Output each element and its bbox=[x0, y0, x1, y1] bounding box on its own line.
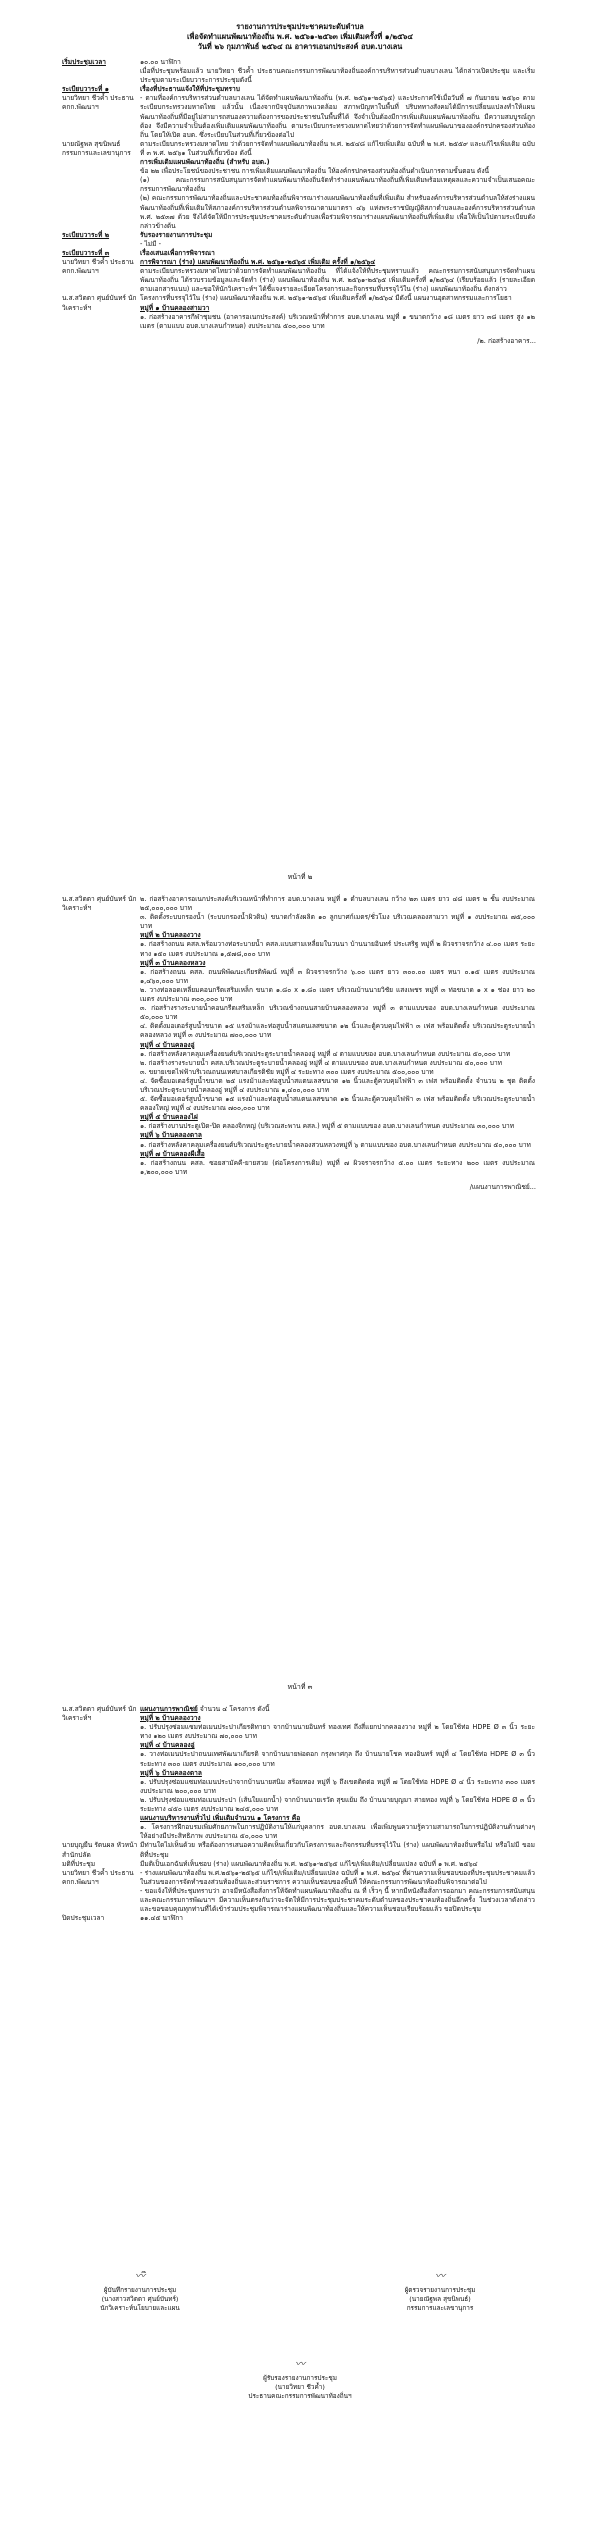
project-item: ๑. ก่อสร้างหลังคาคลุมเครื่องยนต์บริเวณประตูระบายน้ำคลองอู่ หมู่ที่ ๔ ตามแบบของ อบต.บางเลนกำหนด งบประมาณ ๕๐,๐๐๐ บาท bbox=[140, 1049, 511, 1058]
project-item: ๑. ก่อสร้างถนน คสล. ซอยสามัคคี-ยายสวย (ต่อโครงการเดิม) หมู่ที่ ๗ ผิวจราจรกว้าง ๕.๐๐ เมตร ระยะทาง ๒๐๐ เมตร งบประมาณ ๑,๒๐๐,๐๐๐ บาท bbox=[140, 1158, 535, 1176]
project-item: ๑. ก่อสร้างถนน คสล.พร้อมวางท่อระบายน้ำ คสล.แบบสามเหลี่ยมในวนนา บ้านนายอินทร์ ประเสริฐ หมู่ที่ ๒ ผิวจราจรกว้าง ๔.๐๐ เมตร ระยะทาง ๑๕๐ เมตร งบประมาณ ๑,๕๗๘,๐๐๐ บาท bbox=[140, 940, 535, 958]
sig-position: กรรมการและเลขานุการ bbox=[406, 2304, 474, 2312]
signature-mark: 〰 bbox=[295, 2359, 305, 2370]
question-text: มีท่านใดไม่เห็นด้วย หรือต้องการเสนอความคิดเห็นเกี่ยวกับโครงการและกิจกรรมที่บรรจุไว้ใน (ร่าง) แผนพัฒนาท้องถิ่นหรือไม่ หรือไม่มี ขอมติที่ประชุม bbox=[140, 1841, 535, 1859]
open-label: เริ่มประชุมเวลา bbox=[62, 58, 106, 66]
project-item: ๑. ปรับปรุงซ่อมแซมท่อเมนประปาเกียรติทายา จากบ้านนายอินทร์ ทองเทศ ถึงสี่แยกปากคลองวาง หมู่ที่ ๒ โดยใช้ท่อ HDPE Ø ๓ นิ้ว ระยะทาง ๑๒๐ เมตร งบประมาณ ๗๐,๐๐๐ บาท bbox=[140, 1723, 535, 1741]
agenda-2-row bbox=[0, 231, 600, 249]
header-title: รายงานการประชุมประชาคมระดับตำบล bbox=[236, 22, 364, 31]
sig-role: ผู้ตรวจรายงานการประชุม bbox=[404, 2286, 476, 2294]
page-number: หน้าที่ ๓ bbox=[287, 1683, 313, 1691]
resolution-row bbox=[0, 1860, 600, 1869]
close-label: ปิดประชุมเวลา bbox=[62, 1914, 105, 1923]
agenda-3-subtitle: การพิจารณา (ร่าง) แผนพัฒนาท้องถิ่น พ.ศ. ๒๕๖๑-๒๕๖๕ เพิ่มเติม ครั้งที่ ๑/๒๕๖๔ bbox=[140, 258, 376, 267]
add-item-1: (๑) คณะกรรมการสนับสนุนการจัดทำแผนพัฒนาท้องถิ่นจัดทำร่างแผนพัฒนาท้องถิ่นที่เพิ่มเติมพร้อมเหตุผลและความจำเป็นเสนอคณะกรรมการพัฒนาท้องถิ่น bbox=[140, 176, 535, 194]
analyst-text: โครงการที่บรรจุไว้ใน (ร่าง) แผนพัฒนาท้องถิ่น พ.ศ. ๒๕๖๑-๒๕๖๕ เพิ่มเติมครั้งที่ ๑/๒๕๖๔ มีดังนี้ แผนงานอุตสาหกรรมและการโยธา bbox=[140, 294, 512, 303]
village-heading: หมู่ที่ ๕ บ้านคลองไผ่ bbox=[140, 1113, 198, 1122]
village-heading: หมู่ที่ ๔ บ้านคลองอู่ bbox=[140, 1741, 195, 1750]
project-item: ๑. ก่อสร้างหลังคาคลุมเครื่องยนต์บริเวณประตูระบายน้ำคลองสวนหลวงหมู่ที่ ๖ ตามแบบของ อบต.บางเลนกำหนด งบประมาณ ๕๐,๐๐๐ บาท bbox=[140, 1140, 531, 1149]
agenda-1-row bbox=[0, 85, 600, 94]
secretary-row bbox=[0, 140, 600, 231]
page-1 bbox=[0, 0, 600, 820]
agenda-3-label: ระเบียบวาระที่ ๓ bbox=[62, 248, 110, 257]
agenda-3-body-row bbox=[0, 258, 600, 294]
add-title: การเพิ่มเติมแผนพัฒนาท้องถิ่น (สำหรับ อบต.) bbox=[140, 158, 270, 167]
continued-note: /แผนงานการพาณิชย์... bbox=[469, 1182, 536, 1191]
project-item: ๑. ก่อสร้างบานประตูเปิด-ปิด คลองจิกหญ่ (บริเวณสะพาน คสล.) หมู่ที่ ๕ ตามแบบของ อบต.บางเลนกำหนด งบประมาณ ๓๐,๐๐๐ บาท bbox=[140, 1122, 515, 1131]
chair-row bbox=[0, 94, 600, 139]
signature-recorder bbox=[55, 2272, 225, 2313]
question-row bbox=[0, 1841, 600, 1859]
agenda-3-speaker: นายวิทยา ชีวค้ำ ประธาน คกก.พัฒนาฯ bbox=[62, 258, 134, 276]
page-number: หน้าที่ ๒ bbox=[287, 873, 313, 881]
sig-position: ประธานคณะกรรมการพัฒนาท้องถิ่นฯ bbox=[248, 2392, 352, 2400]
project-item: ๔. ติดตั้งมอเตอร์สูบน้ำขนาด ๑๕ แรงม้าและท่อสูบน้ำสแตนเลสขนาด ๑๒ นิ้วและตู้ควบคุมไฟฟ้า ๓ เฟส พร้อมติดตั้ง บริเวณประตูระบายน้ำคลองหลวง หมู่ที่ ๓ งบประมาณ ๗๐๐,๐๐๐ บาท bbox=[140, 1022, 535, 1040]
village-heading: หมู่ที่ ๖ บ้านคลองตาล bbox=[140, 1131, 202, 1140]
signature-reviewer bbox=[350, 2272, 530, 2313]
closing-chair-row bbox=[0, 1869, 600, 1914]
signature-mark: 〰ิ bbox=[135, 2271, 145, 2282]
project-list bbox=[140, 895, 535, 1177]
project-item: ๒. ก่อสร้างอาคารอเนกประสงค์บริเวณหน้าที่ทำการ อบต.บางเลน หมู่ที่ ๑ ตำบลบางเลน กว้าง ๒๓ เมตร ยาว ๔๘ เมตร ๒ ชั้น งบประมาณ ๒๕,๐๐๐,๐๐๐ บาท bbox=[140, 895, 535, 913]
project-list bbox=[140, 1714, 535, 1841]
project-item: ๔. จัดซื้อมอเตอร์สูบน้ำขนาด ๒๕ แรงม้าและท่อสูบน้ำสแตนเลสขนาด ๑๒ นิ้วและตู้ควบคุมไฟฟ้า ๓ เฟส พร้อมติดตั้ง จำนวน ๒ ชุด ติดตั้งบริเวณประตูระบายน้ำคลองอู่ หมู่ที่ ๔ งบประมาณ ๑,๔๐๐,๐๐๐ บาท bbox=[140, 1076, 535, 1094]
sig-name: (นายวิทยา ชีวค้ำ) bbox=[275, 2383, 325, 2391]
secretary-text: ตามระเบียบกระทรวงมหาดไทย ว่าด้วยการจัดทำแผนพัฒนาท้องถิ่น พ.ศ. ๒๕๔๘ แก้ไขเพิ่มเติม ฉบับที่ ๒ พ.ศ. ๒๕๕๙ และแก้ไขเพิ่มเติม ฉบับที่ ๓ พ.ศ. ๒๕๖๑ ในส่วนที่เกี่ยวข้อง ดังนี้ bbox=[140, 139, 535, 157]
resolution-label: มติที่ประชุม bbox=[62, 1859, 96, 1868]
agenda-1-label: ระเบียบวาระที่ ๑ bbox=[62, 85, 109, 94]
project-item: ๓. ก่อสร้างรางระบายน้ำคอนกรีตเสริมเหล็ก บริเวณข้างถนนสายบ้านคลองหลวง หมู่ที่ ๓ ตามแบบของ อบต.บางเลนกำหนด งบประมาณ ๕๐,๐๐๐ บาท bbox=[140, 1004, 535, 1022]
agenda-3-row bbox=[0, 249, 600, 258]
signature-chair bbox=[200, 2360, 400, 2401]
sig-name: (นายณัฐพล สุขนิพนธ์) bbox=[409, 2295, 471, 2303]
project-item: ๑. วางท่อเมนประปาถนนเทศพัฒนาเกียรติ จากบ้านนายพ่อดอก กรุงพาศกุล ถึง บ้านนายโชค ทองอินทร์ หมู่ที่ ๔ โดยใช้ท่อ HDPE Ø ๓ นิ้ว ระยะทาง ๓๐๐ เมตร งบประมาณ ๑๐๐,๐๐๐ บาท bbox=[140, 1750, 535, 1768]
commerce-title: แผนงานการพาณิชย์ bbox=[140, 1705, 198, 1713]
page-3-body bbox=[0, 1705, 600, 1841]
village-heading: หมู่ที่ ๖ บ้านคลองตาล bbox=[140, 1768, 202, 1777]
project-item: ๒. ปรับปรุงซ่อมแซมท่อเมนประปา (เส้นใยแยกน้ำ) จากบ้านนายเรวัต สุขแย้ม ถึง บ้านนายบุญมา สายทอง หมู่ที่ ๖ โดยใช้ท่อ HDPE Ø ๓ นิ้ว ระยะทาง ๔๕๐ เมตร งบประมาณ ๒๔๕,๐๐๐ บาท bbox=[140, 1795, 535, 1814]
page-2-body bbox=[0, 895, 600, 1177]
header-date-venue: วันที่ ๒๖ กุมภาพันธ์ ๒๕๖๔ ณ อาคารเอนกประสงค์ อบต.บางเลน bbox=[197, 42, 403, 51]
agenda-2-text: - ไม่มี - bbox=[140, 239, 161, 248]
project-item: ๑. ปรับปรุงซ่อมแซมท่อเมนประปาจากบ้านนายสนิม สร้อยทอง หมู่ที่ ๖ ถึงเขตติดต่อ หมู่ที่ ๗ โดยใช้ท่อ HDPE Ø ๔ นิ้ว ระยะทาง ๓๐๐ เมตร งบประมาณ ๒๐๐,๐๐๐ บาท bbox=[140, 1777, 535, 1795]
agenda-3-text: ตามระเบียบกระทรวงมหาดไทยว่าด้วยการจัดทำแผนพัฒนาท้องถิ่น ที่ได้แจ้งให้ที่ประชุมทราบแล้ว คณะกรรมการสนับสนุนการจัดทำแผนพัฒนาท้องถิ่น ได้รวบรวมข้อมูลและจัดทำ (ร่าง) แผนพัฒนาท้องถิ่น พ.ศ. ๒๕๖๑-๒๕๖๕ เพิ่มเติมครั้งที่ ๑/๒๕๖๔ (เรียบร้อยแล้ว (รายละเอียดตามเอกสารแนบ) และขอให้นักวิเคราะห์ฯ ได้ชี้แจงรายละเอียดโครงการและกิจกรรมที่บรรจุไว้ใน (ร่าง) แผนพัฒนาท้องถิ่น ดังกล่าว bbox=[140, 267, 535, 294]
document-header bbox=[0, 0, 600, 52]
village-heading: หมู่ที่ ๓ บ้านคลองหลวง bbox=[140, 958, 206, 967]
agenda-3-title: เรื่องเสนอเพื่อการพิจารณา bbox=[140, 248, 215, 257]
project-item: ๑. ก่อสร้างถนน คสล. ถนนพิพัฒนะเกียรติพัฒน์ หมู่ที่ ๓ ผิวจราจรกว้าง ๖.๐๐ เมตร ยาว ๓๐๐.๐๐ เมตร หนา ๐.๑๕ เมตร งบประมาณ ๑,๔๖๐,๐๐๐ บาท bbox=[140, 967, 535, 985]
village-heading: หมู่ที่ ๒ บ้านคลองวาง bbox=[140, 931, 201, 940]
agenda-2-title: รับรองรายงานการประชุม bbox=[140, 230, 213, 239]
village-heading: หมู่ที่ ๒ บ้านคลองวาง bbox=[140, 1714, 201, 1723]
sig-position: นักวิเคราะห์นโยบายและแผน bbox=[100, 2304, 180, 2312]
commerce-count: จำนวน ๔ โครงการ ดังนี้ bbox=[199, 1705, 270, 1713]
chair-label: นายวิทยา ชีวค้ำ ประธาน คกก.พัฒนาฯ bbox=[62, 1868, 134, 1886]
page-2 bbox=[0, 850, 600, 1630]
village-heading: หมู่ที่ ๔ บ้านคลองอู่ bbox=[140, 1040, 195, 1049]
village-item: ๑. ก่อสร้างอาคารกีฬาชุมชน (อาคารอเนกประสงค์) บริเวณหน้าที่ทำการ อบต.บางเลน หมู่ที่ ๑ ขนาดกว้าง ๑๘ เมตร ยาว ๓๘ เมตร สูง ๑๒ เมตร (ตามแบบ อบต.บางเลนกำหนด) งบประมาณ ๕๐๐,๐๐๐ บาท bbox=[140, 312, 535, 330]
analyst-label: น.ส.สวิตตา ศุนย์บันทร์ นักวิเคราะห์ฯ bbox=[62, 1705, 137, 1723]
chair-label: นายวิทยา ชีวค้ำ ประธาน คกก.พัฒนาฯ bbox=[62, 94, 134, 112]
agenda-2-label: ระเบียบวาระที่ ๒ bbox=[62, 230, 110, 239]
continued-note: /๒. ก่อสร้างอาคาร... bbox=[477, 336, 536, 345]
open-text: เมื่อที่ประชุมพร้อมแล้ว นายวิทยา ชีวค้ำ ประธานคณะกรรมการพัฒนาท้องถิ่นองค์การบริหารส่วนตำบลบางเลน ได้กล่าวเปิดประชุม และเริ่มประชุมตามระเบียบวาระการประชุมดังนี้ bbox=[140, 67, 535, 85]
opening-row bbox=[0, 58, 600, 85]
project-item: ๓. ติดตั้งระบบกรองน้ำ (ระบบกรองน้ำผิวดิน) ขนาดกำลังผลิต ๑๐ ลูกบาศก์เมตร/ชั่วโมง บริเวณคลองสามวา หมู่ที่ ๑ งบประมาณ ๗๕,๐๐๐ บาท bbox=[140, 913, 535, 931]
analyst-label: น.ส.สวิตตา ศุนย์บันทร์ นักวิเคราะห์ฯ bbox=[62, 294, 137, 312]
village-heading: หมู่ที่ ๑ บ้านคลองสามวา bbox=[140, 303, 210, 312]
village-heading: แผนงานบริหารงานทั่วไป เพิ่มเติมจำนวน ๑ โครงการ คือ bbox=[140, 1814, 301, 1823]
agenda-1-title: เรื่องที่ประธานแจ้งให้ที่ประชุมทราบ bbox=[140, 85, 240, 94]
resolution-text: มีมติเป็นเอกฉันท์เห็นชอบ (ร่าง) แผนพัฒนาท้องถิ่น พ.ศ. ๒๕๖๑-๒๕๖๕ แก้ไข/เพิ่มเติม/เปลี่ยนแปลง ฉบับที่ ๑ พ.ศ. ๒๕๖๔ bbox=[140, 1859, 478, 1868]
header-subtitle: เพื่อจัดทำแผนพัฒนาท้องถิ่น พ.ศ. ๒๕๖๑-๒๕๖๓ เพิ่มเติมครั้งที่ ๑/๒๕๖๔ bbox=[187, 32, 413, 41]
closing-row bbox=[0, 1914, 600, 1923]
question-speaker: นายบุญยืน รัตนผล หัวหน้าสำนักปลัด bbox=[62, 1841, 138, 1859]
sig-role: ผู้บันทึกรายงานการประชุม bbox=[103, 2286, 177, 2294]
close-time: ๑๑.๔๕ นาฬิกา bbox=[140, 1914, 183, 1923]
analyst-label: น.ส.สวิตตา ศุนย์บันทร์ นักวิเคราะห์ฯ bbox=[62, 895, 137, 913]
project-item: ๑. โครงการฝึกอบรมเพิ่มศักยภาพในการปฏิบัติงานให้แก่บุคลากร อบต.บางเลน เพื่อเพิ่มพูนความรู้ความสามารถในการปฏิบัติงานด้านต่างๆ ให้อย่างมีประสิทธิภาพ งบประมาณ ๕๐,๐๐๐ บาท bbox=[140, 1823, 535, 1841]
agenda-1-text: - ตามที่องค์การบริหารส่วนตำบลบางเลน ได้จัดทำแผนพัฒนาท้องถิ่น (พ.ศ. ๒๕๖๑-๒๕๖๕) และประกาศใช้เมื่อวันที่ ๗ กันยายน ๒๕๖๐ ตามระเบียบกระทรวงมหาดไทย แล้วนั้น เนื่องจากปัจจุบันสภาพแวดล้อม สภาพปัญหาในพื้นที่ ปริบททางสังคมได้มีการเปลี่ยนแปลงทำให้แผนพัฒนาท้องถิ่นที่มีอยู่ไม่สามารถสนองความต้องการของประชาชนในพื้นที่ได้ จึงจำเป็นต้องมีการเพิ่มเติมแผนพัฒนาท้องถิ่น มีความสมบูรณ์ถูกต้อง จึงมีความจำเป็นต้องเพิ่มเติมแผนพัฒนาท้องถิ่น ตามระเบียบกระทรวงมหาดไทยว่าด้วยการจัดทำแผนพัฒนาขององค์กรปกครองส่วนท้องถิ่น โดยให้เปิด อบต. ซึ่งระเบียบในส่วนที่เกี่ยวข้องต่อไป bbox=[140, 94, 535, 139]
chair-text-2: - ขอแจ้งให้ที่ประชุมทราบว่า อาจมีหนังสือสั่งการให้จัดทำแผนพัฒนาท้องถิ่น ณ ที่ เร็วๆ นี้ หากมีหนังสือสั่งการออกมา คณะกรรมการสนับสนุน และคณะกรรมการพัฒนาฯ มีความเห็นตรงกันว่าจะจัดให้มีการประชุมประชาคมระดับตำบลของประชาคมท้องถิ่นอีกครั้ง ในช่วงเวลาดังกล่าว และขอขอบคุณทุกท่านที่ได้เข้าร่วมประชุมพิจารณาร่างแผนพัฒนาท้องถิ่นและให้ความเห็นชอบเรียบร้อยแล้ว ขอปิดประชุม bbox=[140, 1886, 535, 1914]
chair-text-1: - ร่างแผนพัฒนาท้องถิ่น พ.ศ.๒๕๖๑-๒๕๖๕ แก้ไข/เพิ่มเติม/เปลี่ยนแปลง ฉบับที่ ๑ พ.ศ. ๒๕๖๔ ที่ผ่านความเห็นชอบของที่ประชุมประชาคมแล้ว ในส่วนของการจัดทำของส่วนท้องถิ่นและส่วนราชการ ความเห็นชอบของพื้นที่ ให้คณะกรรมการพัฒนาท้องถิ่นพิจารณาต่อไป bbox=[140, 1868, 535, 1886]
signature-mark: 〰 bbox=[435, 2271, 445, 2282]
add-item-2: (๒) คณะกรรมการพัฒนาท้องถิ่นและประชาคมท้องถิ่นพิจารณาร่างแผนพัฒนาท้องถิ่นที่เพิ่มเติม สำหรับองค์การบริหารส่วนตำบลให้ส่งร่างแผนพัฒนาท้องถิ่นที่เพิ่มเติมให้สภาองค์การบริหารส่วนตำบลพิจารณาตามมาตรา ๔๖ แห่งพระราชบัญญัติสภาตำบลและองค์การบริหารส่วนตำบล พ.ศ. ๒๕๓๗ ด้วย จึงได้จัดให้มีการประชุมประชาคมระดับตำบลเพื่อร่วมพิจารณาร่างแผนพัฒนาท้องถิ่นที่เพิ่มเติม เพื่อให้เป็นไปตามระเบียบดังกล่าวข้างต้น bbox=[140, 194, 535, 230]
project-item: ๓. ขยายเขตไฟฟ้าบริเวณถนนเทศบาลเกียรติชัย หมู่ที่ ๔ ระยะทาง ๓๐๐ เมตร งบประมาณ ๕๐๐,๐๐๐ บาท bbox=[140, 1067, 434, 1076]
project-item: ๒. ก่อสร้างรางระบายน้ำ คสล.บริเวณประตูระบายน้ำคลองอู่ หมู่ที่ ๔ ตามแบบของ อบต.บางเลนกำหนด งบประมาณ ๕๐,๐๐๐ บาท bbox=[140, 1058, 503, 1067]
open-time: ๑๐.๐๐ นาฬิกา bbox=[140, 58, 181, 66]
project-item: ๒. วางท่อลอดเหลี่ยมคอนกรีตเสริมเหล็ก ขนาด ๑.๘๐ x ๑.๘๐ เมตร บริเวณบ้านนายวิชัย แสงเพชร หมู่ที่ ๓ ท่อขนาด ๑ x ๑ ช่อง ยาว ๒๐ เมตร งบประมาณ ๓๐๐,๐๐๐ บาท bbox=[140, 985, 535, 1004]
sig-role: ผู้รับรองรายงานการประชุม bbox=[263, 2374, 337, 2382]
project-item: ๕. จัดซื้อมอเตอร์สูบน้ำขนาด ๑๕ แรงม้าและท่อสูบน้ำสแตนเลสขนาด ๑๒ นิ้วและตู้ควบคุมไฟฟ้า ๓ เฟส พร้อมติดตั้ง บริเวณประตูระบายน้ำคลองใหญ่ หมู่ที่ ๔ งบประมาณ ๗๐๐,๐๐๐ บาท bbox=[140, 1095, 535, 1113]
analyst-row bbox=[0, 294, 600, 330]
village-heading: หมู่ที่ ๗ บ้านคลองผีเสื้อ bbox=[140, 1149, 205, 1158]
page-3 bbox=[0, 1660, 600, 2545]
add-text: ข้อ ๒๒ เพื่อประโยชน์ของประชาชน การเพิ่มเติมแผนพัฒนาท้องถิ่น ให้องค์กรปกครองส่วนท้องถิ่นดำเนินการตามขั้นตอน ดังนี้ bbox=[140, 167, 490, 176]
sig-name: (นางสาวสวิตตา ศุนย์บันทร์) bbox=[101, 2295, 179, 2303]
secretary-label: นายณัฐพล สุขนิพนธ์ กรรมการและเลขานุการ bbox=[62, 139, 131, 157]
